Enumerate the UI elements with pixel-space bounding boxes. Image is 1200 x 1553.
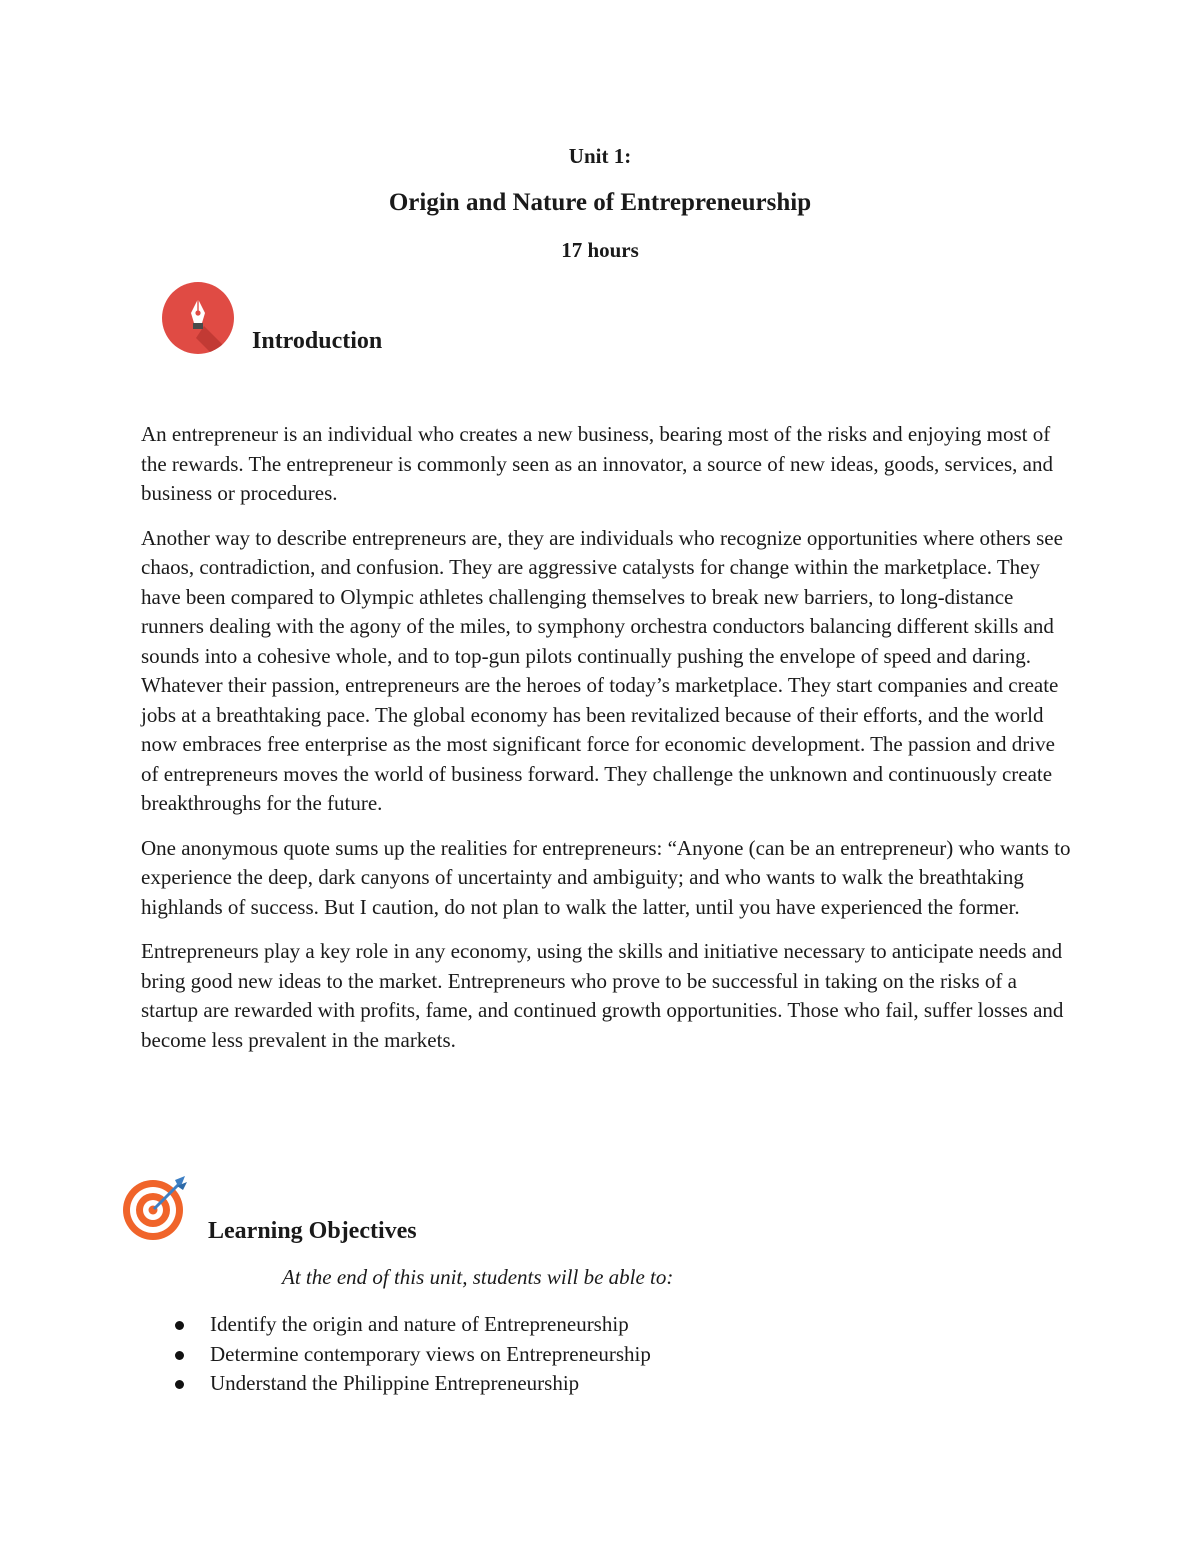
list-item: Identify the origin and nature of Entrepreneurship (172, 1310, 651, 1340)
pen-nib-icon (158, 282, 238, 354)
intro-paragraph-1: An entrepreneur is an individual who creates a new business, bearing most of the risks and enjoying most of the rewards. The entrepreneur is commonly seen as an innovator, a source of new ideas, goods, services, and business or procedures. (141, 422, 1053, 505)
list-item: Understand the Philippine Entrepreneurship (172, 1369, 651, 1399)
target-icon (119, 1172, 189, 1242)
unit-label: Unit 1: (568, 144, 632, 168)
introduction-heading: Introduction (252, 328, 383, 354)
intro-paragraph-3: One anonymous quote sums up the realities for entrepreneurs: “Anyone (can be an entrepreneur) who wants to experience the deep, dark canyons of uncertainty and ambiguity; and who wants to walk the breathtaking highlands of success. But I caution, do not plan to walk the latter, until you have experienced the former. (141, 835, 1071, 919)
learning-objectives-heading: Learning Objectives (208, 1218, 417, 1244)
unit-title: Origin and Nature of Entrepreneurship (388, 189, 812, 216)
introduction-body (141, 420, 1071, 1070)
objectives-list (172, 1310, 651, 1399)
intro-paragraph-2: Another way to describe entrepreneurs are, they are individuals who recognize opportunities where others see chaos, contradiction, and confusion. They are aggressive catalysts for change within the marketplace. They have been compared to Olympic athletes challenging themselves to break new barriers, to long-distance runners dealing with the agony of the miles, to symphony orchestra conductors balancing different skills and sounds into a cohesive whole, and to top-gun pilots continually pushing the envelope of speed and daring. Whatever their passion, entrepreneurs are the heroes of today’s marketplace. They start companies and create jobs at a breathtaking pace. The global economy has been revitalized because of their efforts, and the world now embraces free enterprise as the most significant force for economic development. The passion and drive of entrepreneurs moves the world of business forward. They challenge the unknown and continuously create breakthroughs for the future. (141, 525, 1063, 815)
intro-paragraph-4: Entrepreneurs play a key role in any economy, using the skills and initiative necessary to anticipate needs and bring good new ideas to the market. Entrepreneurs who prove to be successful in taking on the risks of a startup are rewarded with profits, fame, and continued growth opportunities. Those who fail, suffer losses and become less prevalent in the markets. (141, 939, 1064, 1052)
list-item: Determine contemporary views on Entrepreneurship (172, 1340, 651, 1370)
unit-hours: 17 hours (561, 238, 639, 262)
learning-objectives-intro: At the end of this unit, students will be able to: (282, 1265, 674, 1289)
